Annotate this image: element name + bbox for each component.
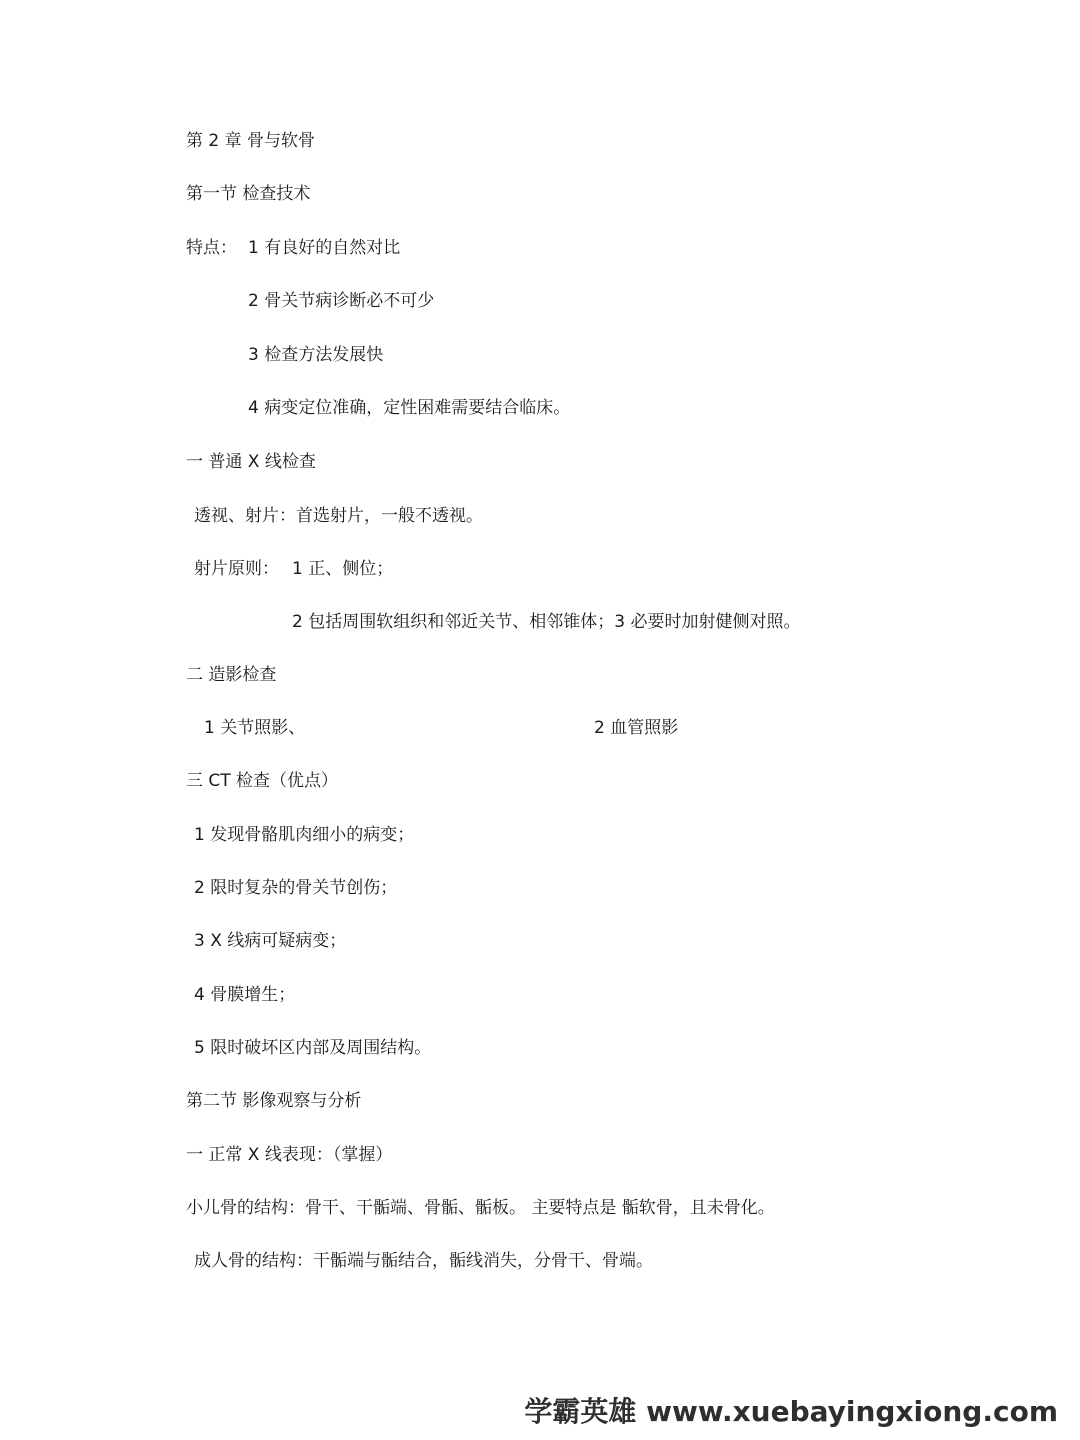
- xray-line-1: 透视、射片：首选射片，一般不透视。: [194, 506, 483, 526]
- section2-title: 第二节 影像观察与分析: [186, 1091, 362, 1111]
- feature-item-3: 3 检查方法发展快: [248, 345, 384, 365]
- adult-bone-structure: 成人骨的结构：干骺端与骺结合，骺线消失，分骨干、骨端。: [194, 1251, 653, 1271]
- feature-item-2: 2 骨关节病诊断必不可少: [248, 291, 435, 311]
- child-bone-structure: 小儿骨的结构：骨干、干骺端、骨骺、骺板。 主要特点是 骺软骨，且未骨化。: [186, 1198, 775, 1218]
- watermark: 学霸英雄 www.xuebayingxiong.com: [524, 1395, 1058, 1428]
- section1-title: 第一节 检查技术: [186, 184, 311, 204]
- chapter-title: 第 2 章 骨与软骨: [186, 131, 316, 151]
- ct-item-4: 4 骨膜增生；: [194, 985, 296, 1005]
- ct-item-2: 2 限时复杂的骨关节创伤；: [194, 878, 398, 898]
- contrast-heading: 二 造影检查: [186, 665, 277, 685]
- normal-xray-heading: 一 正常 X 线表现：（掌握）: [186, 1145, 393, 1165]
- ct-item-5: 5 限时破坏区内部及周围结构。: [194, 1038, 432, 1058]
- ct-item-3: 3 X 线病可疑病变；: [194, 931, 347, 951]
- feature-item-4: 4 病变定位准确，定性困难需要结合临床。: [248, 398, 571, 418]
- contrast-item-2: 2 血管照影: [594, 718, 679, 738]
- feature-item-1: 1 有良好的自然对比: [248, 238, 401, 258]
- xray-heading: 一 普通 X 线检查: [186, 452, 316, 472]
- xray-principle-1: 1 正、侧位；: [292, 559, 394, 579]
- xray-principle-label: 射片原则：: [194, 559, 279, 579]
- xray-principle-2: 2 包括周围软组织和邻近关节、相邻锥体；3 必要时加射健侧对照。: [292, 612, 801, 632]
- ct-heading: 三 CT 检查（优点）: [186, 771, 339, 791]
- ct-item-1: 1 发现骨骼肌肉细小的病变；: [194, 825, 415, 845]
- features-label: 特点：: [186, 238, 237, 258]
- contrast-item-1: 1 关节照影、: [204, 718, 306, 738]
